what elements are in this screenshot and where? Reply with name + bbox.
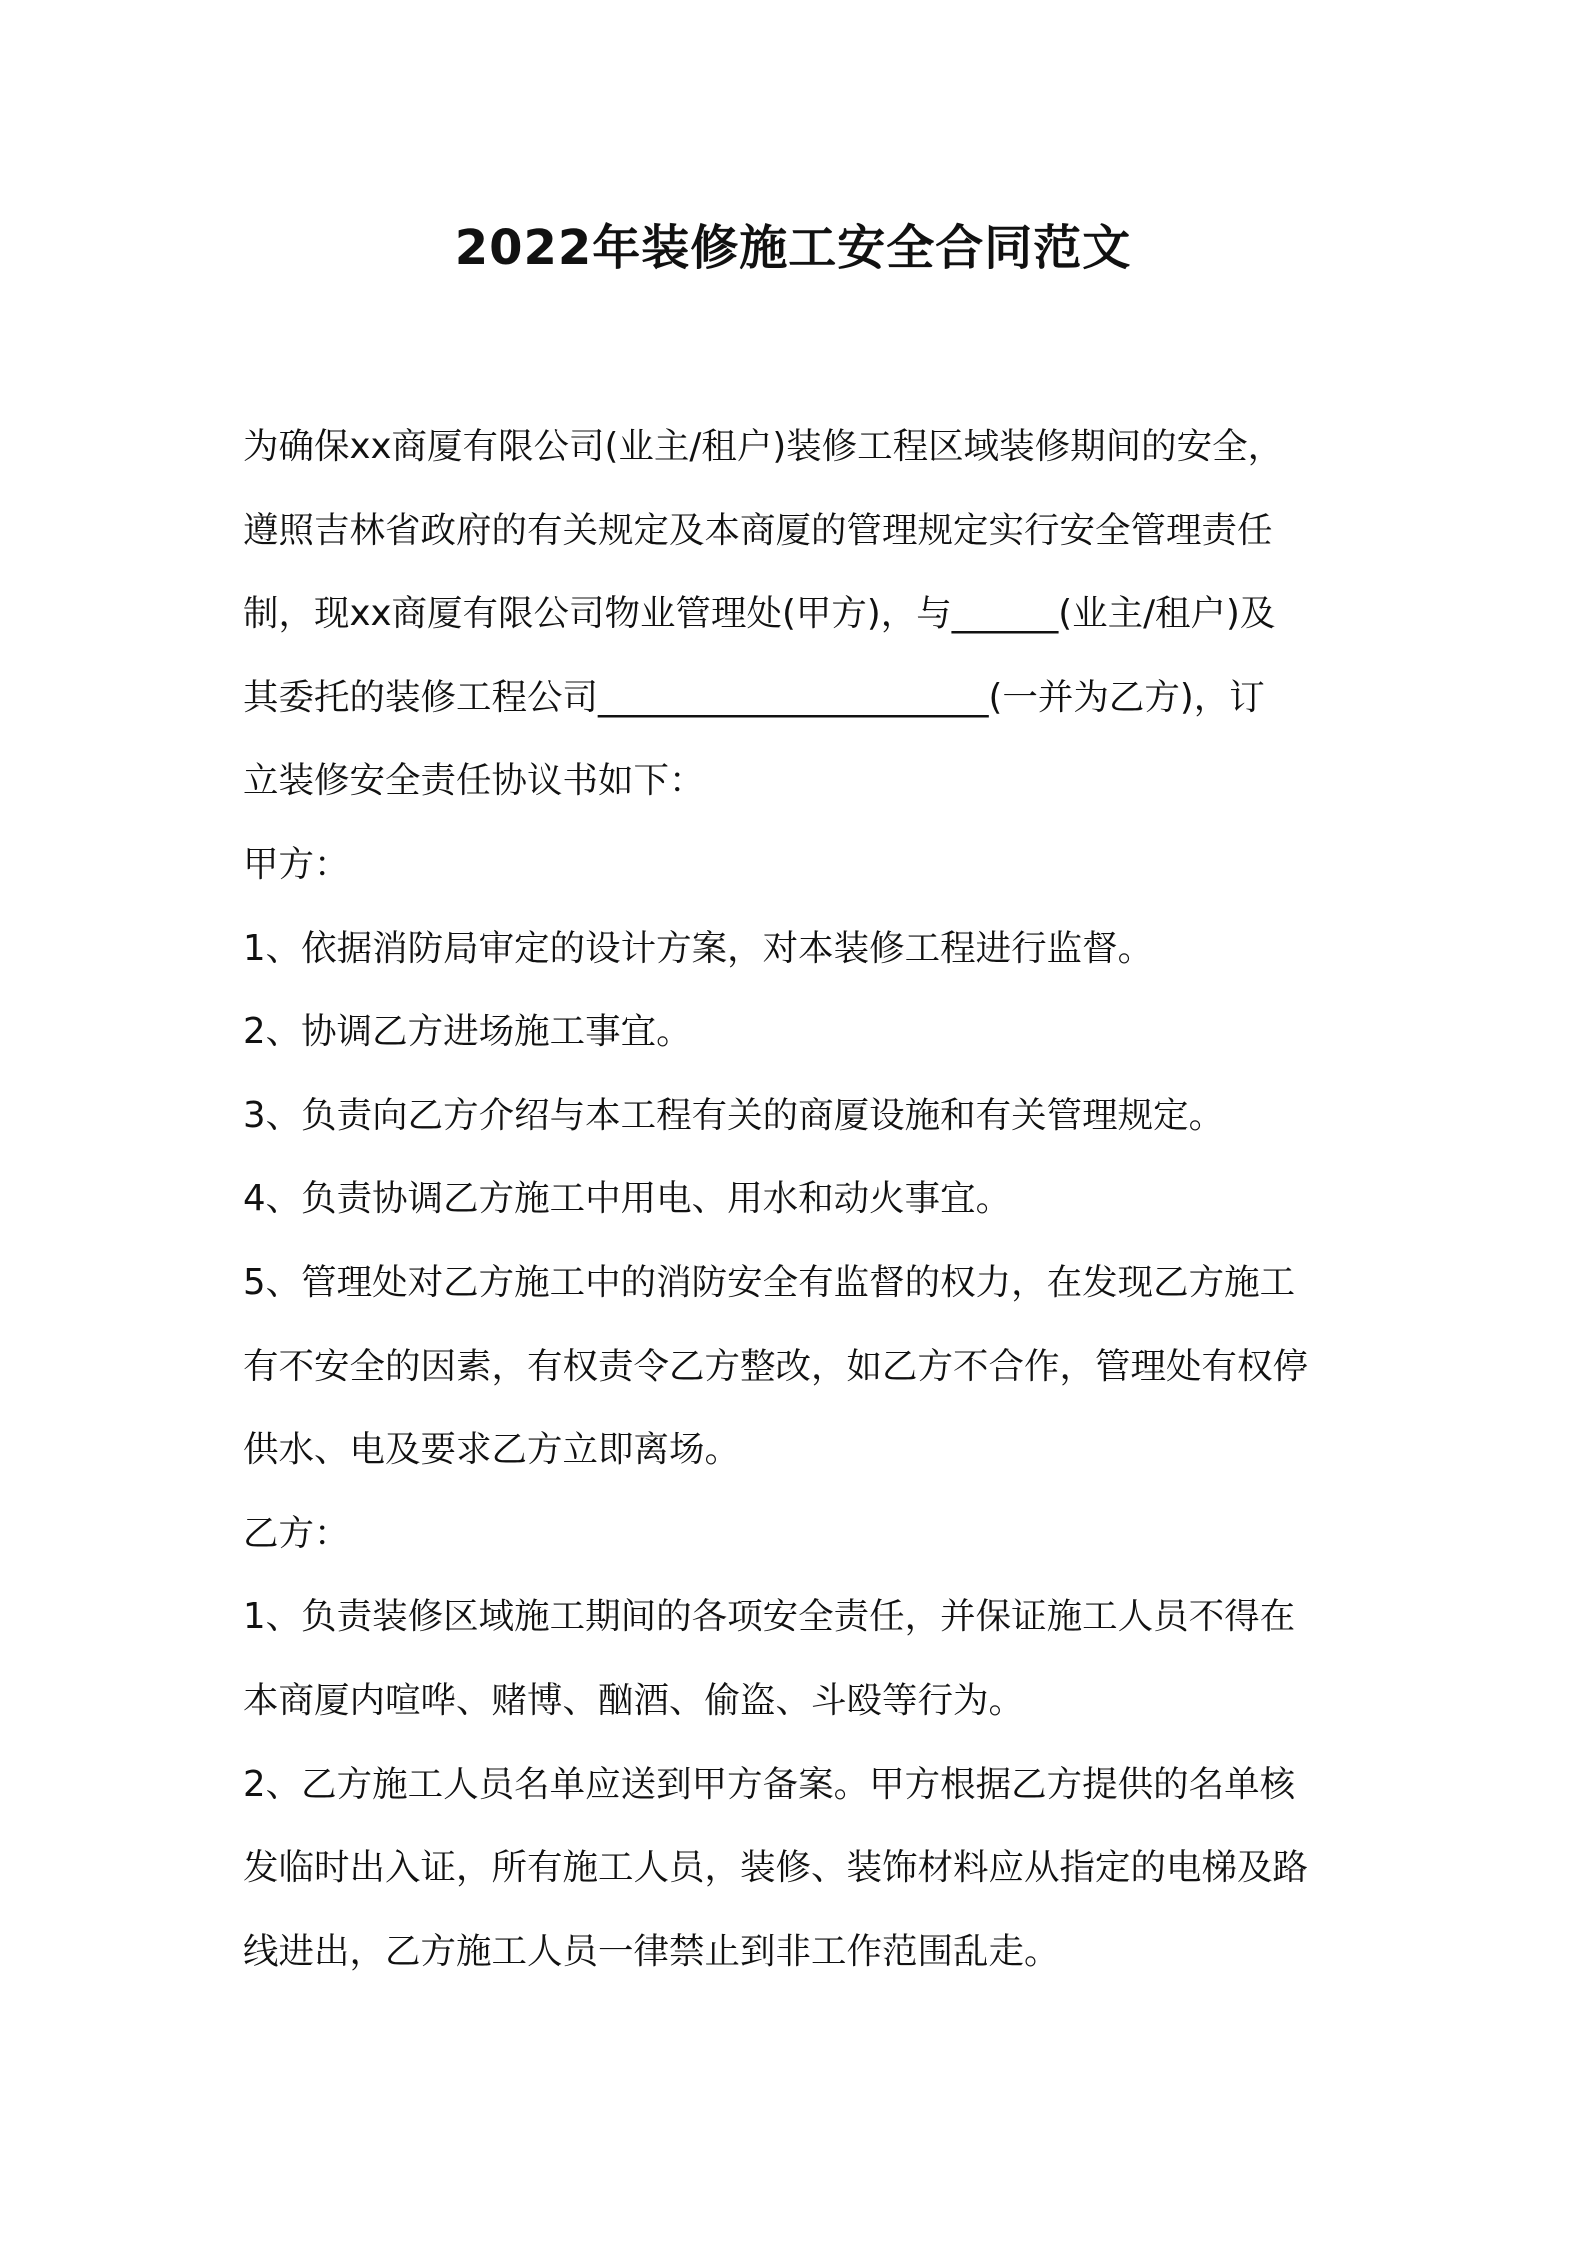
paragraph-line: 为确保xx商厦有限公司(业主/租户)装修工程区域装修期间的安全，: [243, 426, 1284, 467]
document-body: [243, 405, 1363, 1993]
paragraph-line: 立装修安全责任协议书如下：: [243, 760, 705, 802]
clause-line: 供水、电及要求乙方立即离场。: [243, 1429, 741, 1471]
document-title: 2022年装修施工安全合同范文: [454, 220, 1132, 276]
clause-line: 5、管理处对乙方施工中的消防安全有监督的权力，在发现乙方施工: [243, 1261, 1296, 1303]
section-heading-party-a: 甲方：: [243, 843, 350, 885]
clause-line: 1、负责装修区域施工期间的各项安全责任，并保证施工人员不得在: [243, 1596, 1296, 1638]
clause-line: 线进出，乙方施工人员一律禁止到非工作范围乱走。: [243, 1930, 1060, 1972]
clause-line: 本商厦内喧哗、赌博、酗酒、偷盗、斗殴等行为。: [243, 1679, 1025, 1721]
clause-line: 1、依据消防局审定的设计方案，对本装修工程进行监督。: [243, 927, 1154, 969]
paragraph-line: 制，现xx商厦有限公司物业管理处(甲方)，与______(业主/租户)及: [243, 593, 1276, 635]
clause-line: 2、乙方施工人员名单应送到甲方备案。甲方根据乙方提供的名单核: [243, 1763, 1296, 1805]
clause-line: 有不安全的因素，有权责令乙方整改，如乙方不合作，管理处有权停: [243, 1345, 1309, 1387]
clause-line: 发临时出入证，所有施工人员，装修、装饰材料应从指定的电梯及路: [243, 1847, 1309, 1889]
paragraph-line: 遵照吉林省政府的有关规定及本商厦的管理规定实行安全管理责任: [243, 509, 1273, 551]
section-heading-party-b: 乙方：: [243, 1512, 350, 1554]
paragraph-line: 其委托的装修工程公司______________________(一并为乙方)，订: [243, 676, 1265, 718]
clause-line: 2、协调乙方进场施工事宜。: [243, 1011, 692, 1053]
clause-line: 4、负责协调乙方施工中用电、用水和动火事宜。: [243, 1178, 1012, 1220]
clause-line: 3、负责向乙方介绍与本工程有关的商厦设施和有关管理规定。: [243, 1094, 1225, 1136]
